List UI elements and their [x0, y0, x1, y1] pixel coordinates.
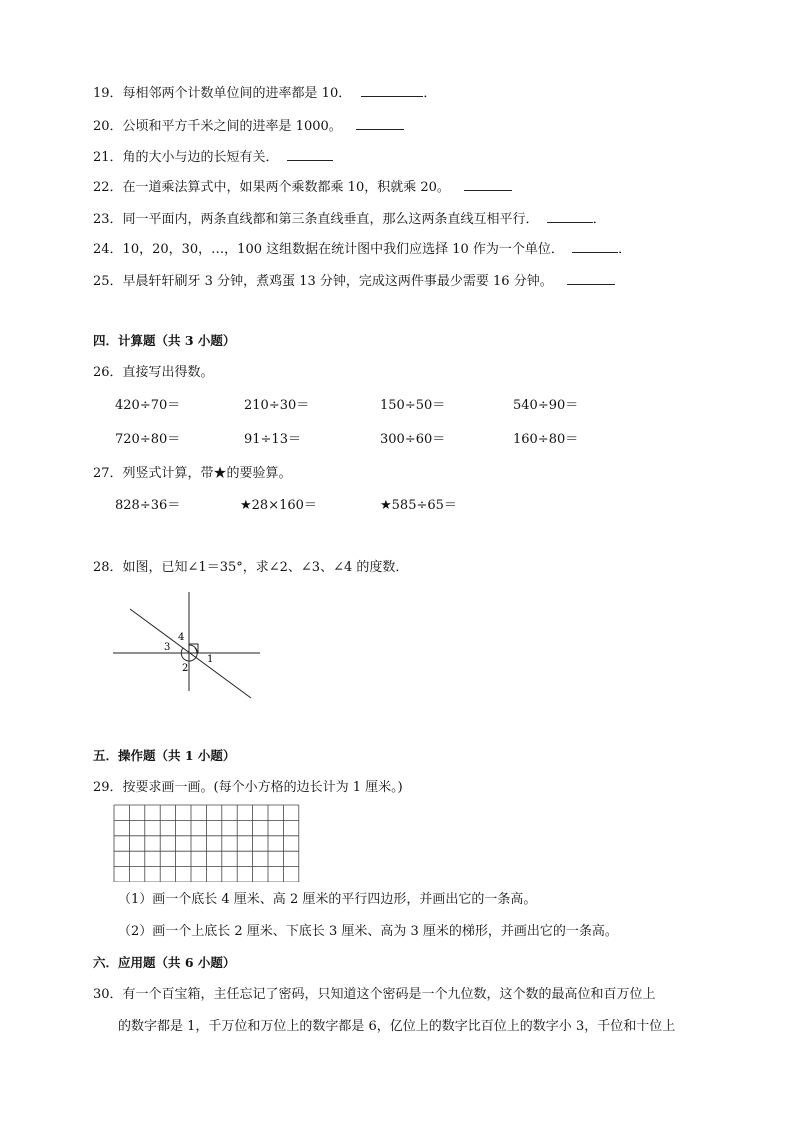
angle-1-arc — [195, 648, 197, 653]
question-25-text: 25．早晨轩轩刷牙 3 分钟，煮鸡蛋 13 分钟，完成这两件事最少需要 16 分钟。 — [93, 274, 553, 289]
angle-label-4: 4 — [178, 632, 185, 643]
question-27-text: 27．列竖式计算，带★的要验算。 — [93, 466, 292, 481]
question-20 — [93, 117, 404, 135]
angle-label-1: 1 — [207, 654, 214, 665]
section-6-title: 六．应用题（共 6 小题） — [93, 955, 236, 970]
question-21 — [93, 148, 333, 166]
question-26-text: 26．直接写出得数。 — [93, 365, 214, 380]
calc-item: 420÷70＝ — [115, 398, 181, 413]
section-4-title: 四．计算题（共 3 小题） — [93, 333, 236, 348]
question-19-end: ． — [423, 86, 437, 101]
question-23-text: 23．同一平面内，两条直线都和第三条直线垂直，那么这两条直线互相平行． — [93, 212, 539, 227]
angle-figure — [110, 588, 270, 703]
question-23 — [93, 210, 606, 228]
calc-item: 91÷13＝ — [244, 432, 301, 447]
calc-item: 160÷80＝ — [513, 432, 579, 447]
angle-label-2: 2 — [182, 663, 189, 674]
calc-item: 540÷90＝ — [513, 398, 579, 413]
question-23-end: ． — [592, 212, 606, 227]
question-22 — [93, 178, 512, 196]
question-20-text: 20．公顷和平方千米之间的进率是 1000。 — [93, 119, 342, 134]
question-19-text: 19．每相邻两个计数单位间的进率都是 10． — [93, 86, 352, 101]
angle-label-3: 3 — [164, 642, 171, 653]
answer-blank-24[interactable] — [572, 240, 618, 253]
question-22-text: 22．在一道乘法算式中，如果两个乘数都乘 10，积就乘 20。 — [93, 180, 450, 195]
question-24-text: 24．10，20，30，…，100 这组数据在统计图中我们应选择 10 作为一个单位． — [93, 242, 564, 257]
answer-blank-21[interactable] — [287, 148, 333, 161]
vertical-calc-item: 828÷36＝ — [115, 498, 181, 513]
section-5-title: 五．操作题（共 1 小题） — [93, 748, 236, 763]
calc-item: 300÷60＝ — [380, 432, 446, 447]
question-24-end: ． — [618, 242, 632, 257]
question-30-line-2: 的数字都是 1，千万位和万位上的数字都是 6，亿位上的数字比百位上的数字小 3，千位和十位上 — [118, 1019, 676, 1034]
calc-item: 210÷30＝ — [244, 398, 310, 413]
answer-blank-25[interactable] — [567, 272, 615, 285]
question-24 — [93, 240, 631, 258]
vertical-calc-item: ★28×160＝ — [240, 498, 317, 513]
question-19 — [93, 84, 436, 102]
question-21-text: 21．角的大小与边的长短有关． — [93, 150, 279, 165]
answer-blank-20[interactable] — [356, 117, 404, 130]
question-29-sub-1: （1）画一个底长 4 厘米、高 2 厘米的平行四边形，并画出它的一条高。 — [118, 892, 537, 907]
square-grid[interactable] — [113, 804, 301, 882]
answer-blank-23[interactable] — [547, 210, 593, 223]
question-30-line-1: 30．有一个百宝箱，主任忘记了密码，只知道这个密码是一个九位数，这个数的最高位和百万位上 — [93, 987, 656, 1002]
question-29-text: 29．按要求画一画。(每个小方格的边长计为 1 厘米。) — [93, 780, 403, 795]
calc-item: 150÷50＝ — [380, 398, 446, 413]
question-29-sub-2: （2）画一个上底长 2 厘米、下底长 3 厘米、高为 3 厘米的梯形，并画出它的一条高。 — [118, 924, 618, 939]
answer-blank-22[interactable] — [464, 178, 512, 191]
answer-blank-19[interactable] — [361, 84, 423, 97]
question-25 — [93, 272, 615, 290]
calc-item: 720÷80＝ — [115, 432, 181, 447]
vertical-calc-item: ★585÷65＝ — [380, 498, 457, 513]
question-28-text: 28．如图，已知∠1＝35°，求∠2、∠3、∠4 的度数． — [93, 560, 409, 575]
